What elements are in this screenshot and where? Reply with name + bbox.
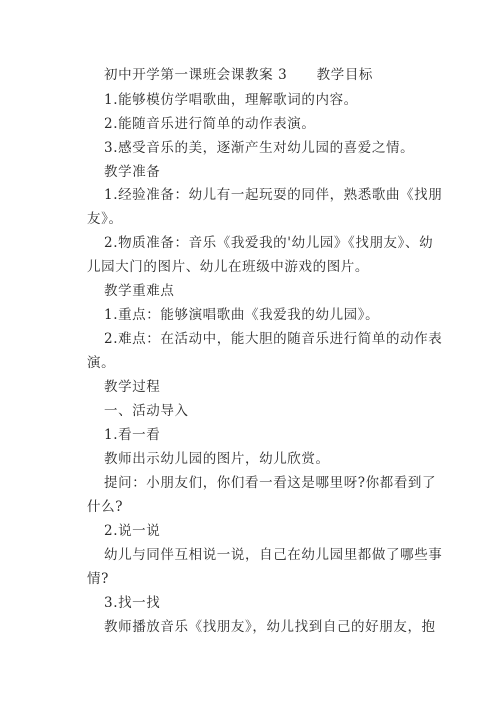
paragraph-line: 儿园大门的图片、幼儿在班级中游戏的图片。: [87, 259, 369, 275]
paragraph-line: 1.重点：能够演唱歌曲《我爱我的幼儿园》。: [104, 307, 380, 323]
paragraph-line: 提问：小朋友们，你们看一看这是哪里呀?你都看到了: [104, 475, 437, 491]
paragraph-line: 1.能够模仿学唱歌曲，理解歌词的内容。: [104, 92, 358, 108]
paragraph-line: 友》。: [87, 211, 123, 227]
section-heading: 教学过程: [104, 379, 161, 395]
paragraph-line: 幼儿与同伴互相说一说，自己在幼儿园里都做了哪些事: [104, 547, 443, 563]
section-heading: 教学重难点: [104, 283, 175, 299]
paragraph-line: 教师出示幼儿园的图片，幼儿欣赏。: [104, 451, 330, 467]
section-heading: 教学准备: [104, 164, 161, 180]
paragraph-line: 1.经验准备：幼儿有一起玩耍的同伴，熟悉歌曲《找朋: [104, 187, 443, 203]
paragraph-line: 2.物质准备：音乐《我爱我的'幼儿园》《找朋友》、幼: [104, 235, 434, 251]
paragraph-line: 情?: [87, 571, 109, 587]
paragraph-line: 3.感受音乐的美，逐渐产生对幼儿园的喜爱之情。: [104, 140, 415, 156]
paragraph-line: 演。: [87, 355, 116, 371]
section-heading: 一、活动导入: [104, 403, 189, 419]
document-title-line: 初中开学第一课班会课教案 3 教学目标: [104, 67, 374, 83]
paragraph-line: 教师播放音乐《找朋友》，幼儿找到自己的好朋友，抱: [104, 619, 436, 635]
paragraph-line: 什么?: [87, 499, 124, 515]
paragraph-line: 3.找一找: [104, 595, 161, 611]
paragraph-line: 2.难点：在活动中，能大胆的随音乐进行简单的动作表: [104, 331, 443, 347]
paragraph-line: 1.看一看: [104, 427, 161, 443]
paragraph-line: 2.能随音乐进行简单的动作表演。: [104, 116, 316, 132]
paragraph-line: 2.说一说: [104, 523, 161, 539]
